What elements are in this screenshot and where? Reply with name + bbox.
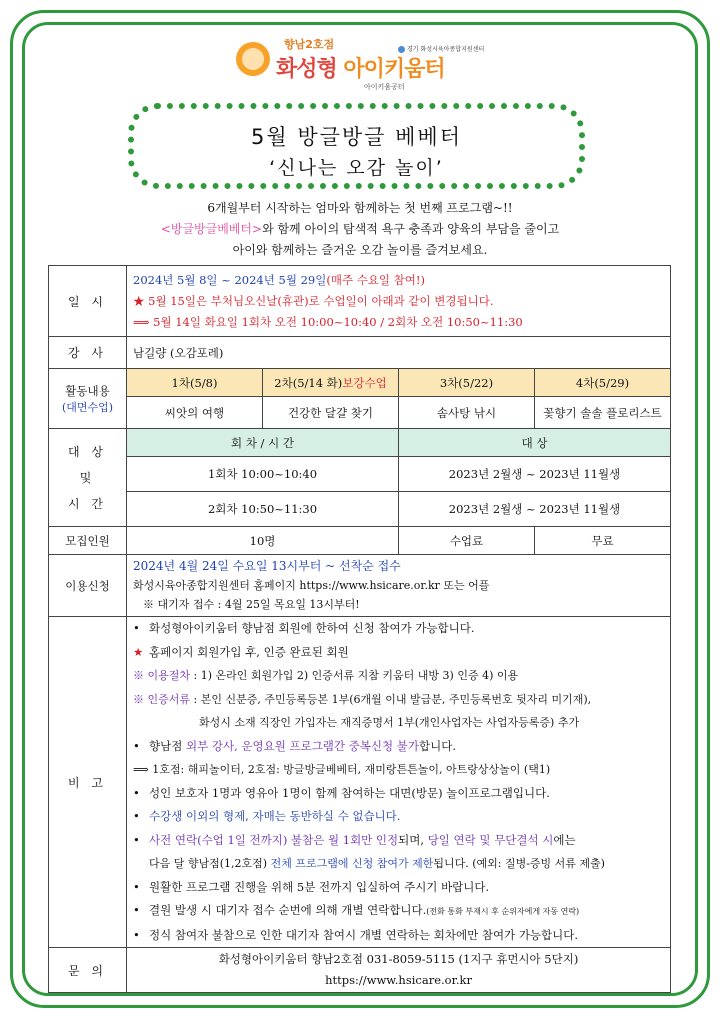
center-logo-icon (398, 46, 405, 53)
round-4-content: 꽃향기 솔솔 플로리스트 (535, 397, 671, 429)
logo-tagline: 아이키움공터 (364, 83, 405, 91)
remark-item: • 수강생 이외의 형제, 자매는 동반하실 수 없습니다. (133, 809, 401, 823)
intro-line-3: 아이와 함께하는 즐거운 오감 놀이를 즐겨보세요. (232, 243, 488, 257)
remark-item: • 성인 보호자 1명과 영유아 1명이 함께 참여하는 대면(방문) 놀이프로그램입니다. (133, 785, 550, 800)
intro-line-2: <방글방글베베터>와 함께 아이의 탐색적 욕구 충족과 양육의 부담을 줄이고 (160, 222, 560, 236)
round-1-head: 1차(5/8) (127, 369, 263, 397)
contact-row (49, 948, 671, 993)
schedule-label: 일 시 (49, 266, 127, 337)
contact-url: https://www.hsicare.or.kr (325, 973, 472, 987)
fee-value: 무료 (535, 527, 671, 555)
activities-label: 활동내용 (대면수업) (49, 369, 127, 429)
page-title: 5월 방글방글 베베터 (251, 125, 462, 149)
target-label: 대 상 및 시 간 (49, 429, 127, 527)
round-4-head: 4차(5/29) (535, 369, 671, 397)
remarks-label: 비 고 (49, 617, 127, 948)
contact-cell: 화성형아이키움터 향남2호점 031-8059-5115 (1지구 휴먼시아 5단지) https://www.hsicare.or.kr (127, 948, 671, 993)
remark-item: • 원활한 프로그램 진행을 위해 5분 전까지 입실하여 주시기 바랍니다. (133, 879, 490, 894)
apply-label: 이용신청 (49, 555, 127, 617)
remarks-row (49, 617, 671, 948)
apply-row (49, 555, 671, 617)
round-2-head: 2차(5/14 화)보강수업 (263, 369, 399, 397)
target-head-row (49, 429, 671, 457)
round-3-content: 솜사탕 낚시 (399, 397, 535, 429)
fee-label: 수업료 (399, 527, 535, 555)
target-row-1: 1회차 10:00~10:40 2023년 2월생 ~ 2023년 11월생 (49, 457, 671, 492)
remark-item: ★ 홈페이지 회원가입 후, 인증 완료된 회원 (133, 644, 349, 659)
remark-item: ⟹ 1호점: 해피놀이터, 2호점: 방글방글베베터, 재미랑튼튼놀이, 아트랑상상놀이 (택1) (133, 763, 551, 776)
recruit-label: 모집인원 (49, 527, 127, 555)
target-col-target: 대 상 (399, 429, 671, 457)
remark-item: • 결원 발생 시 대기자 접수 순번에 의해 개별 연락합니다.(전화 통화 부재시 후 순위자에게 자동 연락) (133, 903, 580, 917)
round-2-content: 건강한 달걀 찾기 (263, 397, 399, 429)
logo-branch: 향남2호점 (284, 38, 335, 51)
center-logo: 경기 화성시육아종합지원센터 (398, 44, 484, 53)
round-1-content: 씨앗의 여행 (127, 397, 263, 429)
logo-name: 화성형 아이키움터 (276, 57, 445, 82)
page-subtitle: ‘신나는 오감 놀이’ (269, 157, 444, 179)
info-table (48, 265, 671, 993)
remark-item: • 화성형아이키움터 향남점 회원에 한하여 신청 참여가 가능합니다. (133, 621, 475, 635)
instructor-label: 강 사 (49, 337, 127, 369)
recruit-value: 10명 (127, 527, 399, 555)
remarks-cell (127, 617, 671, 948)
target-col-time: 회 차 / 시 간 (127, 429, 399, 457)
smiley-face-icon (236, 42, 270, 76)
remark-item: 다음 달 향남점(1,2호점) 전체 프로그램에 신청 참여가 제한됩니다. (예외: 질병-증빙 서류 제출) (149, 857, 605, 870)
contact-label: 문 의 (49, 948, 127, 993)
instructor-value: 남길량 (오감포레) (127, 337, 671, 369)
remark-item: ※ 이용절차 : 1) 온라인 회원가입 2) 인증서류 지참 키움터 내방 3) 인증 4) 이용 (133, 669, 519, 682)
intro-line-1: 6개월부터 시작하는 엄마와 함께하는 첫 번째 프로그램~!! (207, 201, 513, 215)
remark-item: ※ 인증서류 : 본인 신분증, 주민등록등본 1부(6개월 이내 발급분, 주민등록번호 뒷자리 미기재), (133, 692, 592, 706)
instructor-row (49, 337, 671, 369)
title-box (128, 103, 585, 189)
remark-item: • 사전 연락(수업 1일 전까지) 불참은 월 1회만 인정되며, 당일 연락 및 무단결석 시에는 (133, 832, 576, 847)
apply-cell: 2024년 4월 24일 수요일 13시부터 ~ 선착순 접수 화성시육아종합지원센터 홈페이지 https://www.hsicare.or.kr 또는 어플 ※ 대기자 접수 : 4월 25일 목요일 13시부터! (127, 555, 671, 617)
activity-content-row (49, 397, 671, 429)
remark-item: • 향남점 외부 강사, 운영요원 프로그램간 중복신청 불가합니다. (133, 738, 456, 753)
schedule-row (49, 266, 671, 337)
recruit-row (49, 527, 671, 555)
target-row-2: 2회차 10:50~11:30 2023년 2월생 ~ 2023년 11월생 (49, 492, 671, 527)
round-3-head: 3차(5/22) (399, 369, 535, 397)
remark-item: 화성시 소재 직장인 가입자는 재직증명서 1부(개인사업자는 사업자등록증) 추가 (199, 716, 580, 729)
activity-head-row (49, 369, 671, 397)
schedule-cell: 2024년 5월 8일 ~ 2024년 5월 29일(매주 수요일 참여!) ★ 5월 15일은 부처님오신날(휴관)로 수업일이 아래과 같이 변경됩니다. ⟹ 5월 14일 화요일 1회차 오전 10:00~10:40 / 2회차 오전 10:50~11:30 (127, 266, 671, 337)
remark-item: • 정식 참여자 불참으로 인한 대기자 참여시 개별 연락하는 회차에만 참여가 가능합니다. (133, 927, 579, 942)
